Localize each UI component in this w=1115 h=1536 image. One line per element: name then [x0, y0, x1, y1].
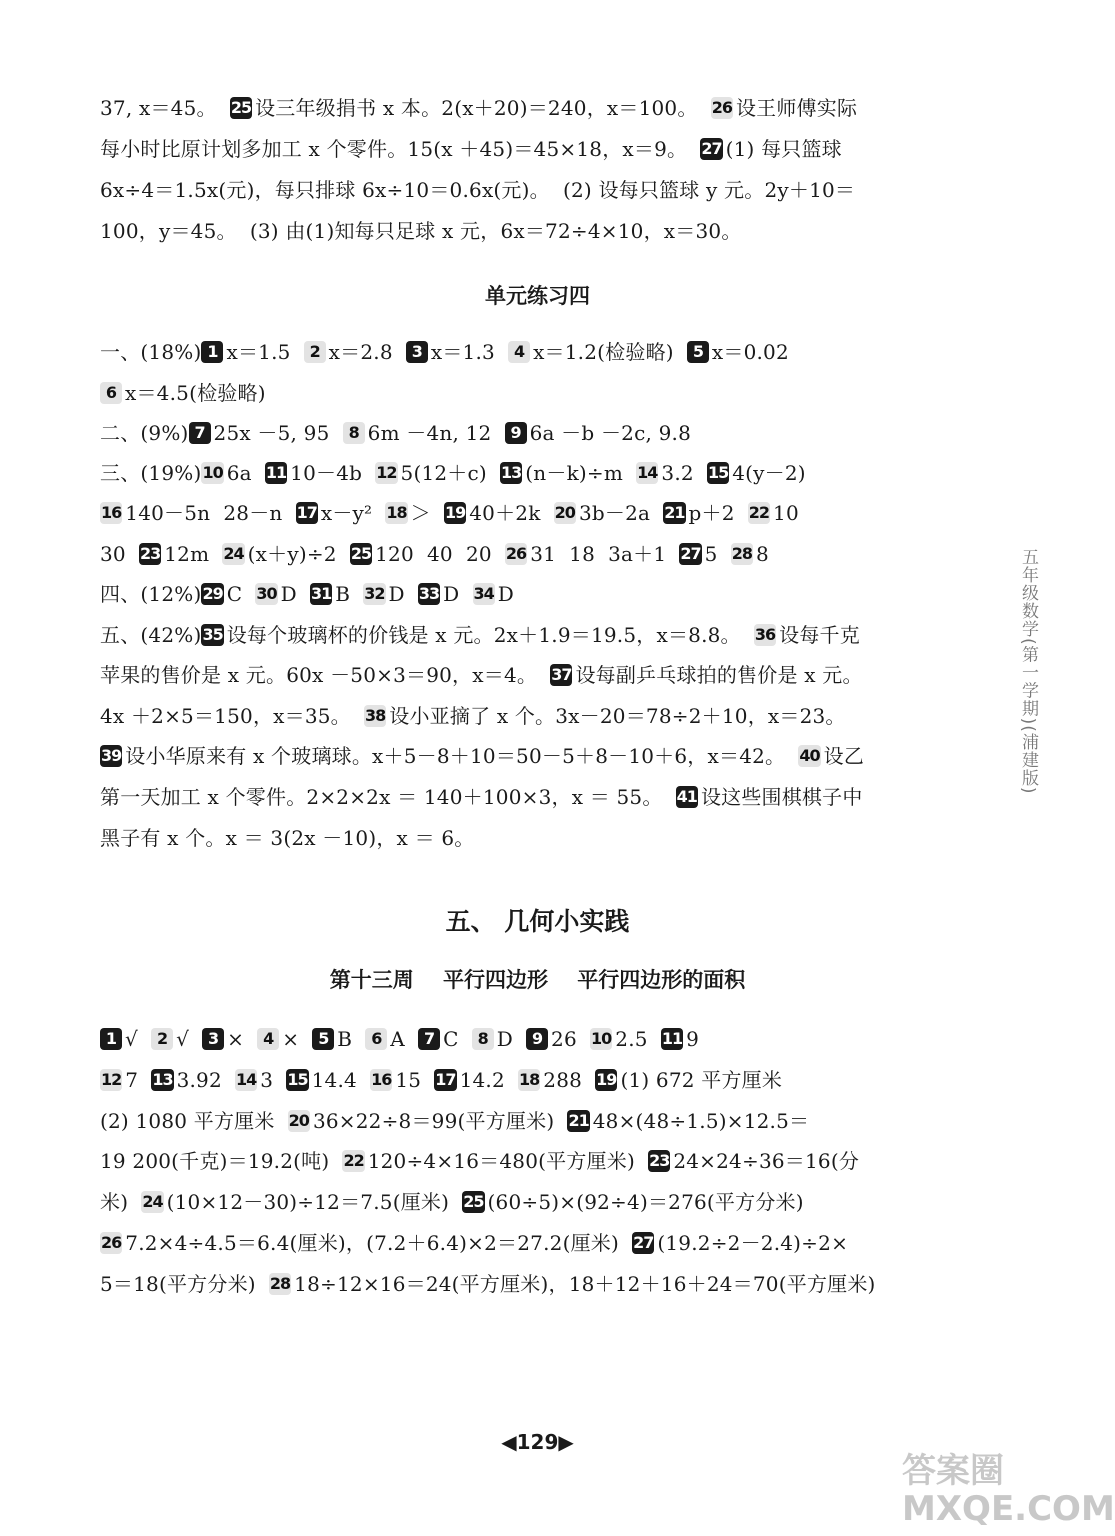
answer-text: 31 18 3a＋1	[530, 542, 680, 566]
answer-text: 5	[704, 542, 731, 566]
question-number-badge: 10	[591, 1029, 612, 1048]
answer-text: 设这些围棋棋子中	[700, 785, 863, 809]
question-number-badge: 35	[202, 625, 223, 644]
question-number-badge: 37	[551, 665, 572, 684]
answer-line	[100, 419, 691, 447]
answer-text: 24×24÷36＝16(分	[673, 1149, 860, 1173]
answer-text: ×	[282, 1027, 313, 1051]
chapter-heading: 五、 几何小实践	[445, 907, 630, 936]
question-number-badge: 41	[676, 787, 697, 806]
answer-text: x＝1.5	[226, 340, 304, 364]
question-number-badge: 4	[508, 341, 530, 363]
answer-text: 30	[100, 542, 139, 566]
question-number-badge: 12	[101, 1070, 122, 1089]
question-number-badge: 21	[664, 503, 685, 522]
answer-line	[100, 1270, 876, 1298]
question-number-badge: 25	[230, 98, 252, 117]
question-number-badge: 11	[265, 463, 287, 482]
answer-line	[100, 459, 806, 487]
answer-text: 10	[773, 501, 799, 525]
question-number-badge: 32	[364, 584, 385, 603]
question-number-badge: 9	[505, 422, 527, 444]
answer-text: 10－4b	[290, 461, 376, 485]
watermark-logo	[902, 1451, 1115, 1529]
question-number-badge: 36	[754, 625, 776, 644]
answer-line	[100, 661, 863, 689]
watermark-text: 答案圈 MXQE.COM	[902, 1451, 1115, 1529]
question-number-badge: 18	[519, 1070, 540, 1089]
answer-text: 苹果的售价是 x 元。60x －50×3＝90，x＝4。	[100, 663, 551, 687]
question-number-badge: 21	[568, 1111, 589, 1130]
question-number-badge: 14	[236, 1070, 257, 1089]
answer-text: 6a	[226, 461, 265, 485]
answer-text: D	[280, 582, 310, 606]
question-number-badge: 4	[257, 1028, 279, 1050]
answer-text: 一、(18%)	[100, 340, 202, 364]
answer-text: 36×22÷8＝99(平方厘米)	[312, 1109, 568, 1133]
answer-text: 37, x＝45。	[100, 96, 230, 120]
answer-text: 4(y－2)	[732, 461, 806, 485]
answer-line	[100, 379, 266, 407]
answer-text: ×	[227, 1027, 258, 1051]
answer-text: 12m	[164, 542, 223, 566]
answer-text: D	[496, 1027, 527, 1051]
answer-text: 2.5	[615, 1027, 661, 1051]
answer-text: 120÷4×16＝480(平方厘米)	[367, 1149, 649, 1173]
answer-line	[100, 1188, 804, 1216]
unit-practice-heading: 单元练习四	[485, 284, 590, 308]
answer-text: 3b－2a	[578, 501, 664, 525]
question-number-badge: 24	[223, 544, 244, 563]
question-number-badge: 22	[343, 1151, 364, 1170]
question-number-badge: 10	[202, 463, 223, 482]
question-number-badge: 16	[371, 1070, 392, 1089]
answer-text: 14.4	[311, 1068, 371, 1092]
answer-line	[100, 742, 864, 770]
question-number-badge: 28	[731, 544, 752, 563]
question-number-badge: 27	[701, 139, 722, 158]
answer-text: √	[125, 1027, 152, 1051]
question-number-badge: 33	[418, 584, 440, 603]
answer-text: 26	[551, 1027, 591, 1051]
question-number-badge: 7	[189, 422, 211, 444]
question-number-badge: 26	[505, 544, 527, 563]
question-number-badge: 23	[649, 1151, 670, 1170]
answer-text: 3	[260, 1068, 287, 1092]
answer-text: 第一天加工 x 个零件。2×2×2x ＝ 140＋100×3，x ＝ 55。	[100, 785, 676, 809]
answer-text: 6a －b －2c, 9.8	[529, 421, 691, 445]
answer-text: 5(12＋c)	[400, 461, 501, 485]
answer-line	[100, 1066, 782, 1094]
question-number-badge: 31	[310, 584, 332, 603]
answer-text: 3.2	[661, 461, 707, 485]
question-number-badge: 2	[304, 341, 326, 363]
answer-text: 设每副乒乓球拍的售价是 x 元。	[575, 663, 863, 687]
question-number-badge: 5	[687, 341, 709, 363]
question-number-badge: 19	[596, 1070, 617, 1089]
answer-text: (60÷5)×(92÷4)＝276(平方分米)	[487, 1190, 804, 1214]
answer-text: 4x ＋2×5＝150，x＝35。	[100, 704, 364, 728]
answer-text: x＝2.8	[328, 340, 406, 364]
answer-text: B	[337, 1027, 366, 1051]
question-number-badge: 12	[376, 463, 397, 482]
question-number-badge: 40	[799, 746, 820, 765]
answer-line	[100, 702, 846, 730]
question-number-badge: 6	[100, 382, 122, 404]
answer-text: 5＝18(平方分米)	[100, 1272, 269, 1296]
question-number-badge: 13	[152, 1070, 173, 1089]
answer-text: 设小华原来有 x 个玻璃球。x＋5－8＋10＝50－5＋8－10＋6，x＝42。	[125, 744, 799, 768]
answer-text: 288	[543, 1068, 596, 1092]
question-number-badge: 2	[151, 1028, 173, 1050]
question-number-badge: 39	[101, 746, 122, 765]
question-number-badge: 11	[661, 1029, 683, 1048]
answer-text: x＝0.02	[711, 340, 789, 364]
answer-text: 7	[125, 1068, 152, 1092]
answer-line	[100, 1229, 848, 1257]
question-number-badge: 20	[288, 1111, 309, 1130]
answer-text: 设王师傅实际	[735, 96, 858, 120]
answer-text: (1) 672 平方厘米	[620, 1068, 783, 1092]
answer-text: x＝1.3	[430, 340, 509, 364]
question-number-badge: 30	[256, 584, 277, 603]
answer-text: ＞	[410, 501, 444, 525]
question-number-badge: 25	[463, 1192, 484, 1211]
answer-text: 120 40 20	[375, 542, 505, 566]
question-number-badge: 27	[680, 544, 701, 563]
answer-text: 设小亚摘了 x 个。3x－20＝78÷2＋10，x＝23。	[389, 704, 846, 728]
question-number-badge: 28	[269, 1274, 291, 1293]
question-number-badge: 7	[418, 1028, 440, 1050]
answer-text: 7.2×4÷4.5＝6.4(厘米)，(7.2＋6.4)×2＝27.2(厘米)	[125, 1231, 633, 1255]
answer-text: 100，y＝45。 (3) 由(1)知每只足球 x 元，6x＝72÷4×10，x＝30。	[100, 219, 742, 243]
answer-text: (2) 1080 平方厘米	[100, 1109, 288, 1133]
answer-text: x＝1.2(检验略)	[533, 340, 687, 364]
question-number-badge: 25	[350, 544, 372, 563]
answer-text: D	[388, 582, 418, 606]
answer-text: C	[443, 1027, 472, 1051]
answer-line	[100, 540, 769, 568]
answer-text: (19.2÷2－2.4)÷2×	[657, 1231, 849, 1255]
question-number-badge: 8	[343, 422, 365, 444]
answer-text: 设每千克	[779, 623, 860, 647]
question-number-badge: 27	[633, 1233, 654, 1252]
answer-text: 6m －4n, 12	[367, 421, 505, 445]
answer-line	[100, 217, 742, 245]
answer-line	[100, 176, 855, 204]
answer-text: 五、(42%)	[100, 623, 202, 647]
answer-text: x－y²	[320, 501, 386, 525]
question-number-badge: 15	[707, 463, 729, 482]
answer-text: (1) 每只篮球	[725, 137, 842, 161]
answer-line	[100, 499, 799, 527]
question-number-badge: 13	[501, 463, 522, 482]
answer-text: (10×12－30)÷12＝7.5(厘米)	[166, 1190, 463, 1214]
question-number-badge: 38	[365, 706, 386, 725]
answer-text: (x＋y)÷2	[247, 542, 350, 566]
answer-text: 设每个玻璃杯的价钱是 x 元。2x＋1.9＝19.5，x＝8.8。	[226, 623, 754, 647]
answer-text: D	[443, 582, 473, 606]
answer-text: C	[226, 582, 256, 606]
answer-line	[100, 783, 863, 811]
question-number-badge: 18	[386, 503, 407, 522]
answer-text: 6x÷4＝1.5x(元)，每只排球 6x÷10＝0.6x(元)。 (2) 设每只篮球 y 元。2y＋10＝	[100, 178, 856, 202]
question-number-badge: 26	[711, 98, 732, 117]
answer-line	[100, 1107, 809, 1135]
question-number-badge: 9	[526, 1028, 548, 1050]
question-number-badge: 14	[637, 463, 658, 482]
answer-line	[100, 824, 474, 852]
answer-text: A	[390, 1027, 419, 1051]
question-number-badge: 34	[473, 584, 494, 603]
week-heading: 第十三周 平行四边形 平行四边形的面积	[329, 968, 746, 992]
question-number-badge: 17	[296, 503, 317, 522]
question-number-badge: 20	[554, 503, 575, 522]
question-number-badge: 29	[202, 584, 223, 603]
answer-text: √	[176, 1027, 203, 1051]
answer-line	[100, 135, 842, 163]
answer-text: 3.92	[176, 1068, 236, 1092]
answer-text: 三、(19%)	[100, 461, 202, 485]
answer-text: p＋2	[688, 501, 748, 525]
answer-line	[100, 621, 860, 649]
answer-text: 设三年级捐书 x 本。2(x＋20)＝240，x＝100。	[255, 96, 711, 120]
side-book-label: 五年级数学(第一学期)(浦建版)	[1018, 548, 1038, 795]
question-number-badge: 8	[472, 1028, 494, 1050]
question-number-badge: 6	[365, 1028, 387, 1050]
question-number-badge: 26	[101, 1233, 122, 1252]
question-number-badge: 17	[435, 1070, 456, 1089]
answer-text: 米)	[100, 1190, 142, 1214]
answer-line	[100, 338, 789, 366]
question-number-badge: 15	[287, 1070, 308, 1089]
answer-text: 8	[755, 542, 769, 566]
answer-text: B	[335, 582, 364, 606]
answer-line	[100, 580, 514, 608]
answer-text: 40＋2k	[469, 501, 554, 525]
answer-text: x＝4.5(检验略)	[125, 381, 266, 405]
question-number-badge: 3	[202, 1028, 224, 1050]
answer-line	[100, 1147, 859, 1175]
answer-text: 9	[686, 1027, 700, 1051]
answer-text: 25x －5, 95	[213, 421, 343, 445]
answer-text: 黑子有 x 个。x ＝ 3(2x －10)，x ＝ 6。	[100, 826, 475, 850]
answer-text: 二、(9%)	[100, 421, 189, 445]
answer-text: 140－5n 28－n	[125, 501, 296, 525]
answer-text: D	[497, 582, 515, 606]
question-number-badge: 16	[101, 503, 122, 522]
question-number-badge: 24	[142, 1192, 163, 1211]
question-number-badge: 22	[748, 503, 770, 522]
answer-text: 19 200(千克)＝19.2(吨)	[100, 1149, 343, 1173]
page-number: ◀129▶	[501, 1430, 574, 1454]
question-number-badge: 1	[201, 341, 223, 363]
question-number-badge: 5	[312, 1028, 334, 1050]
answer-line	[100, 94, 857, 122]
answer-text: 每小时比原计划多加工 x 个零件。15(x ＋45)＝45×18，x＝9。	[100, 137, 701, 161]
answer-text: 18÷12×16＝24(平方厘米)，18＋12＋16＋24＝70(平方厘米)	[294, 1272, 876, 1296]
question-number-badge: 1	[100, 1028, 122, 1050]
answer-text: 四、(12%)	[100, 582, 202, 606]
question-number-badge: 19	[444, 503, 466, 522]
answer-text: 设乙	[823, 744, 865, 768]
answer-text: (n－k)÷m	[525, 461, 637, 485]
question-number-badge: 23	[139, 544, 161, 563]
answer-text: 48×(48÷1.5)×12.5＝	[592, 1109, 810, 1133]
answer-text: 14.2	[459, 1068, 519, 1092]
answer-line	[100, 1025, 699, 1053]
question-number-badge: 3	[406, 341, 428, 363]
answer-text: 15	[395, 1068, 435, 1092]
